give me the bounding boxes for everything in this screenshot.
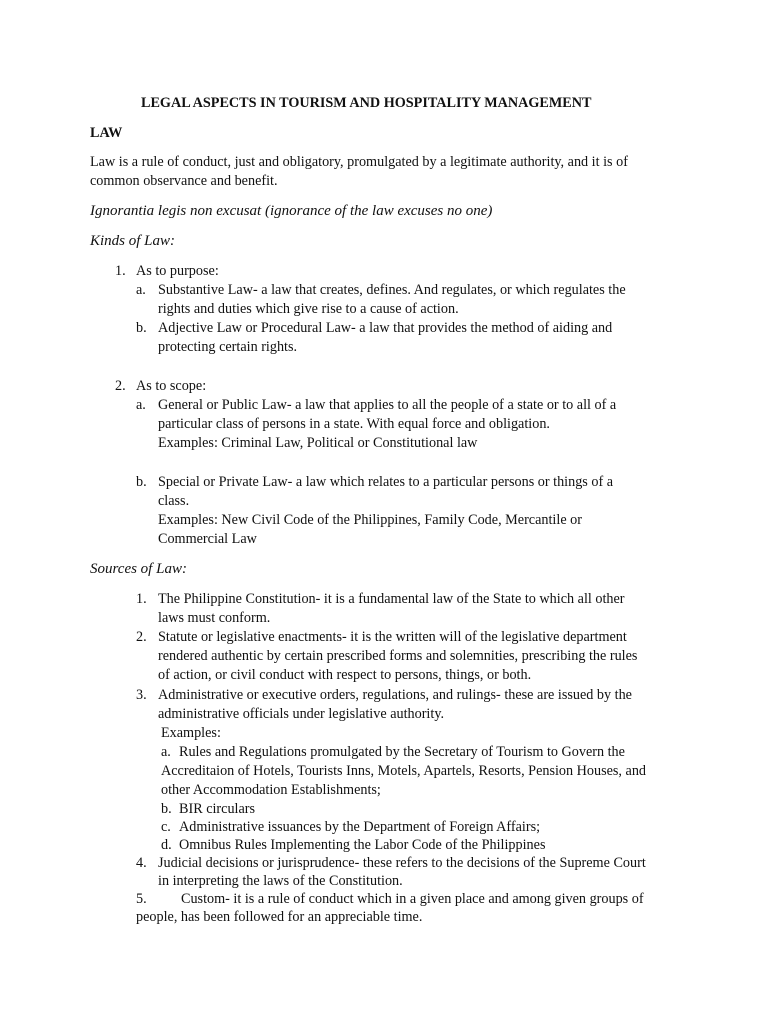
kinds-heading: Kinds of Law: [90,233,176,249]
section-heading-law: LAW [90,125,123,141]
definition-line: Law is a rule of conduct, just and obligatory, promulgated by a legitimate authority, and it is of [90,154,628,170]
latin-maxim: Ignorantia legis non excusat (ignorance of the law excuses no one) [90,203,493,219]
list-item-text: people, has been followed for an appreciable time. [136,909,423,925]
list-item-text: of action, or civil conduct with respect to persons, things, or both. [158,667,532,683]
sources-heading: Sources of Law: [90,561,187,577]
list-number: 2. [136,629,147,645]
list-item-text: Commercial Law [158,531,257,547]
list-item-text: General or Public Law- a law that applies to all the people of a state or to all of a [158,397,617,413]
list-item-text: class. [158,493,190,509]
list-item-text: Examples: Criminal Law, Political or Constitutional law [158,435,478,451]
list-item-text: Administrative issuances by the Department of Foreign Affairs; [179,819,541,835]
sublist-marker: a. [136,282,146,298]
list-item-text: Statute or legislative enactments- it is the written will of the legislative department [158,629,627,645]
list-item-text: Examples: New Civil Code of the Philippines, Family Code, Mercantile or [158,512,582,528]
list-item-text: Custom- it is a rule of conduct which in a given place and among given groups of [181,891,644,907]
list-item-text: Special or Private Law- a law which relates to a particular persons or things of a [158,474,614,490]
definition-line: common observance and benefit. [90,173,278,189]
list-number: 1. [136,591,147,607]
list-item-text: BIR circulars [179,801,256,817]
list-item-text: Accreditaion of Hotels, Tourists Inns, Motels, Apartels, Resorts, Pension Houses, and [161,763,647,779]
document-title: LEGAL ASPECTS IN TOURISM AND HOSPITALITY MANAGEMENT [141,95,592,111]
list-number: 4. [136,855,147,871]
list-item-text: Judicial decisions or jurisprudence- these refers to the decisions of the Supreme Court [158,855,646,871]
list-item-text: Substantive Law- a law that creates, defines. And regulates, or which regulates the [158,282,626,298]
list-item-text: Omnibus Rules Implementing the Labor Code of the Philippines [179,837,546,853]
list-item-text: The Philippine Constitution- it is a fundamental law of the State to which all other [158,591,625,607]
examples-label: Examples: [161,725,221,741]
list-item-text: rendered authentic by certain prescribed forms and solemnities, prescribing the rules [158,648,638,664]
list-item-text: Rules and Regulations promulgated by the Secretary of Tourism to Govern the [179,744,625,760]
sublist-marker: c. [161,819,171,835]
list-item-label: As to scope: [136,378,207,394]
list-item-text: administrative officials under legislative authority. [158,706,445,722]
list-number: 2. [115,378,126,394]
list-number: 5. [136,891,147,907]
list-item-text: Administrative or executive orders, regulations, and rulings- these are issued by the [158,687,632,703]
sublist-marker: a. [161,744,171,760]
sublist-marker: a. [136,397,146,413]
sublist-marker: b. [136,474,147,490]
list-item-text: Adjective Law or Procedural Law- a law that provides the method of aiding and [158,320,613,336]
list-item-text: other Accommodation Establishments; [161,782,381,798]
list-item-text: rights and duties which give rise to a cause of action. [158,301,459,317]
list-item-text: protecting certain rights. [158,339,298,355]
list-number: 3. [136,687,147,703]
sublist-marker: b. [161,801,172,817]
sublist-marker: b. [136,320,147,336]
list-number: 1. [115,263,126,279]
sublist-marker: d. [161,837,172,853]
list-item-text: particular class of persons in a state. With equal force and obligation. [158,416,550,432]
list-item-text: in interpreting the laws of the Constitution. [158,873,403,889]
list-item-text: laws must conform. [158,610,271,626]
list-item-label: As to purpose: [136,263,219,279]
